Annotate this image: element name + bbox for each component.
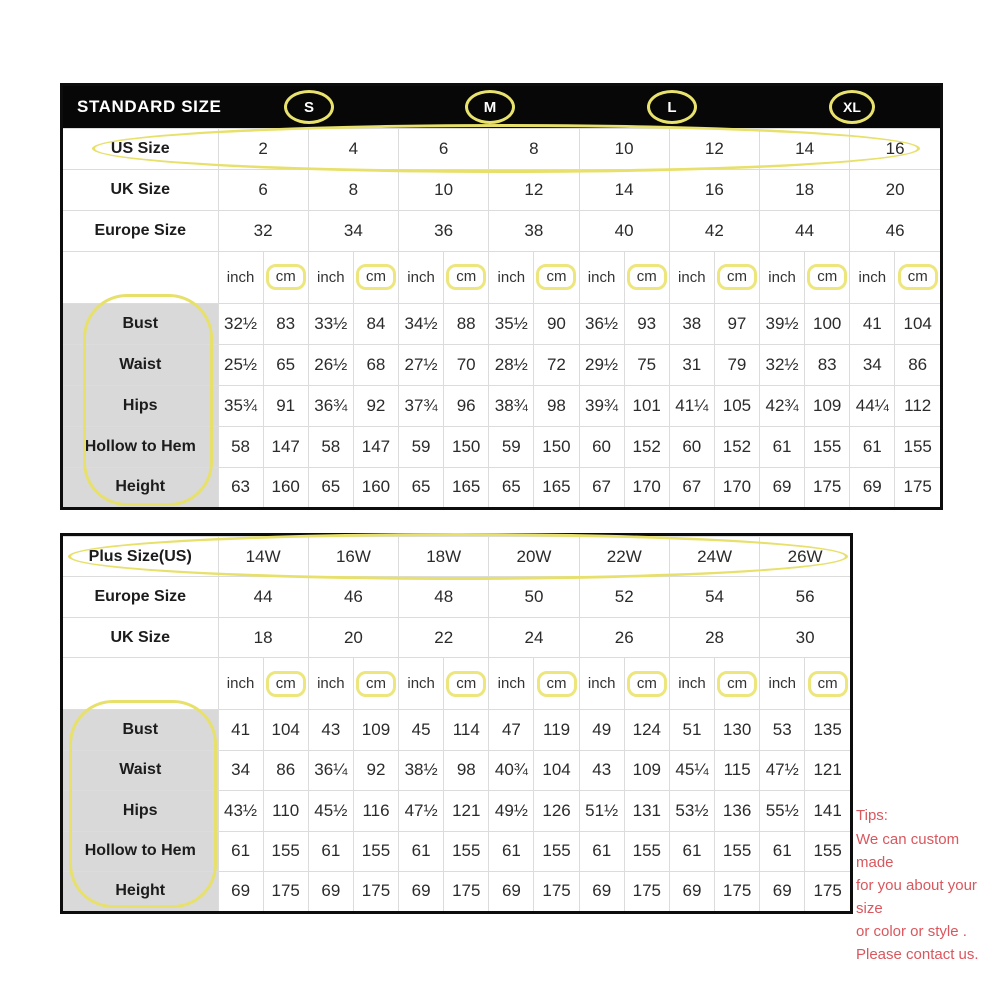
measure-cell: 65 [489,467,534,507]
size-cell: 20 [850,169,940,210]
measure-cell: 41¼ [669,385,714,426]
measure-cell: 155 [715,831,760,871]
measure-cell: 112 [895,385,940,426]
measure-cell: 41 [850,304,895,345]
measure-cell: 70 [444,344,489,385]
measure-cell: 37¾ [399,385,444,426]
row-label: Europe Size [63,577,218,617]
measure-cell: 53½ [669,791,714,831]
tips-line: for you about your size [856,877,977,917]
measure-cell: 61 [760,831,805,871]
measure-cell: 29½ [579,344,624,385]
measure-cell: 61 [669,831,714,871]
cm-highlight-box: cm [536,264,576,290]
measure-cell: 93 [624,304,669,345]
measure-cell: 175 [534,871,579,911]
row-label: Europe Size [63,210,218,251]
measure-cell: 34 [218,750,263,790]
measure-cell: 175 [624,871,669,911]
measure-cell: 175 [805,467,850,507]
measure-cell: 36¾ [308,385,353,426]
measure-cell: 61 [308,831,353,871]
size-cell: 12 [669,129,759,170]
standard-size-title: STANDARD SIZE [77,97,222,116]
measure-cell: 49½ [489,791,534,831]
cm-highlight-box: cm [537,671,577,697]
size-cell: 42 [669,210,759,251]
measure-cell: 147 [263,426,308,467]
measure-cell: 83 [263,304,308,345]
measure-cell: 152 [714,426,759,467]
cm-highlight-box: cm [266,264,306,290]
size-cell: 22W [579,537,669,577]
row-label: US Size [63,129,218,170]
measure-cell: 58 [218,426,263,467]
measure-cell: 114 [444,710,489,750]
measure-cell: 170 [714,467,759,507]
unit-cm-cell [805,251,850,304]
measure-cell: 69 [579,871,624,911]
measure-cell: 155 [624,831,669,871]
measure-cell: 150 [534,426,579,467]
cm-highlight-box: cm [808,671,848,697]
row-label: Waist [63,344,218,385]
measure-cell: 150 [444,426,489,467]
size-l-label: L [667,98,677,116]
size-cell: 10 [399,169,489,210]
size-xl-badge [829,90,875,124]
measure-cell: 55½ [760,791,805,831]
measure-cell: 34½ [399,304,444,345]
measure-cell: 38½ [399,750,444,790]
size-cell: 14 [760,129,850,170]
measure-cell: 39½ [760,304,805,345]
size-cell: 14W [218,537,308,577]
measure-cell: 98 [534,385,579,426]
measure-cell: 90 [534,304,579,345]
measure-cell: 155 [534,831,579,871]
cm-highlight-box: cm [356,671,396,697]
measure-cell: 69 [669,871,714,911]
measure-cell: 69 [308,871,353,911]
measure-cell: 47½ [760,750,805,790]
measure-cell: 60 [579,426,624,467]
cm-highlight-box: cm [356,264,396,290]
measure-cell: 152 [624,426,669,467]
cm-highlight-box: cm [446,264,486,290]
measure-cell: 60 [669,426,714,467]
unit-inch-cell: inch [579,251,624,304]
measure-cell: 31 [669,344,714,385]
measure-cell: 165 [444,467,489,507]
measure-cell: 165 [534,467,579,507]
measure-cell: 61 [760,426,805,467]
measure-cell: 69 [760,871,805,911]
measure-cell: 43 [308,710,353,750]
unit-inch-cell: inch [399,658,444,710]
measure-cell: 141 [805,791,850,831]
measure-cell: 175 [353,871,398,911]
size-l-badge [647,90,697,124]
unit-inch-cell: inch [218,658,263,710]
cm-highlight-box: cm [807,264,847,290]
unit-cm-cell [534,658,579,710]
size-cell: 4 [308,129,398,170]
measure-cell: 45½ [308,791,353,831]
measure-cell: 121 [444,791,489,831]
measure-cell: 47 [489,710,534,750]
size-cell: 16W [308,537,398,577]
size-cell: 10 [579,129,669,170]
measure-cell: 61 [218,831,263,871]
size-cell: 46 [850,210,940,251]
size-cell: 30 [760,617,850,657]
row-label: Hollow to Hem [63,831,218,871]
unit-inch-cell: inch [760,658,805,710]
unit-inch-cell: inch [669,658,714,710]
size-cell: 16 [850,129,940,170]
measure-cell: 160 [263,467,308,507]
measure-cell: 36¼ [308,750,353,790]
unit-cm-cell [805,658,850,710]
measure-cell: 98 [444,750,489,790]
row-label: Plus Size(US) [63,537,218,577]
measure-cell: 115 [715,750,760,790]
measure-cell: 97 [714,304,759,345]
measure-cell: 155 [263,831,308,871]
measure-cell: 38 [669,304,714,345]
size-cell: 20 [308,617,398,657]
standard-size-table [60,83,943,510]
measure-cell: 155 [805,831,850,871]
unit-inch-cell: inch [308,251,353,304]
size-cell: 16 [669,169,759,210]
measure-cell: 67 [579,467,624,507]
measure-cell: 109 [624,750,669,790]
unit-cm-cell [534,251,579,304]
size-m-badge [465,90,515,124]
measure-cell: 110 [263,791,308,831]
measure-cell: 41 [218,710,263,750]
measure-cell: 86 [895,344,940,385]
size-cell: 14 [579,169,669,210]
row-label: Height [63,467,218,507]
measure-cell: 83 [805,344,850,385]
size-cell: 26 [579,617,669,657]
measure-cell: 26½ [308,344,353,385]
tips-line: Please contact us. [856,946,979,963]
measure-cell: 175 [895,467,940,507]
unit-inch-cell: inch [489,658,534,710]
measure-cell: 100 [805,304,850,345]
size-cell: 36 [399,210,489,251]
plus-size-grid [63,536,850,911]
row-label [63,658,218,710]
measure-cell: 155 [805,426,850,467]
measure-cell: 124 [624,710,669,750]
row-label: UK Size [63,169,218,210]
size-cell: 54 [669,577,759,617]
size-cell: 52 [579,577,669,617]
size-m-label: M [483,98,497,116]
measure-cell: 69 [489,871,534,911]
unit-inch-cell: inch [760,251,805,304]
measure-cell: 88 [444,304,489,345]
measure-cell: 91 [263,385,308,426]
measure-cell: 59 [489,426,534,467]
size-cell: 22 [399,617,489,657]
unit-cm-cell [263,658,308,710]
row-label: Hips [63,385,218,426]
measure-cell: 33½ [308,304,353,345]
size-cell: 20W [489,537,579,577]
cm-highlight-box: cm [717,264,757,290]
size-cell: 44 [218,577,308,617]
measure-cell: 65 [263,344,308,385]
size-cell: 2 [218,129,308,170]
size-cell: 34 [308,210,398,251]
measure-cell: 155 [444,831,489,871]
measure-cell: 155 [353,831,398,871]
size-xl-label: XL [843,99,861,115]
measure-cell: 175 [263,871,308,911]
size-cell: 32 [218,210,308,251]
size-cell: 8 [489,129,579,170]
measure-cell: 69 [760,467,805,507]
measure-cell: 58 [308,426,353,467]
measure-cell: 43½ [218,791,263,831]
row-label: Bust [63,304,218,345]
unit-cm-cell [353,658,398,710]
measure-cell: 69 [850,467,895,507]
size-cell: 18 [218,617,308,657]
measure-cell: 160 [353,467,398,507]
measure-cell: 69 [399,871,444,911]
measure-cell: 92 [353,750,398,790]
measure-cell: 155 [895,426,940,467]
measure-cell: 101 [624,385,669,426]
measure-cell: 136 [715,791,760,831]
measure-cell: 59 [399,426,444,467]
tips-title: Tips: [856,807,888,824]
measure-cell: 119 [534,710,579,750]
measure-cell: 34 [850,344,895,385]
row-label: Bust [63,710,218,750]
measure-cell: 35½ [489,304,534,345]
unit-inch-cell: inch [218,251,263,304]
cm-highlight-box: cm [717,671,757,697]
measure-cell: 175 [444,871,489,911]
size-cell: 8 [308,169,398,210]
measure-cell: 104 [534,750,579,790]
cm-highlight-box: cm [266,671,306,697]
measure-cell: 63 [218,467,263,507]
measure-cell: 53 [760,710,805,750]
measure-cell: 69 [218,871,263,911]
size-cell: 46 [308,577,398,617]
measure-cell: 130 [715,710,760,750]
size-cell: 50 [489,577,579,617]
row-label [63,251,218,304]
row-label: Hips [63,791,218,831]
measure-cell: 86 [263,750,308,790]
unit-cm-cell [715,658,760,710]
measure-cell: 67 [669,467,714,507]
measure-cell: 121 [805,750,850,790]
unit-cm-cell [895,251,940,304]
tips-note [856,804,1000,966]
unit-inch-cell: inch [399,251,444,304]
measure-cell: 61 [489,831,534,871]
size-cell: 18 [760,169,850,210]
standard-size-grid [63,128,940,507]
size-s-label: S [303,98,314,116]
size-cell: 24W [669,537,759,577]
size-cell: 38 [489,210,579,251]
measure-cell: 40¾ [489,750,534,790]
cm-highlight-box: cm [446,671,486,697]
unit-inch-cell: inch [850,251,895,304]
measure-cell: 25½ [218,344,263,385]
size-cell: 44 [760,210,850,251]
size-s-badge [284,90,334,124]
cm-highlight-box: cm [898,264,938,290]
measure-cell: 51½ [579,791,624,831]
measure-cell: 42¾ [760,385,805,426]
measure-cell: 61 [850,426,895,467]
measure-cell: 38¾ [489,385,534,426]
unit-inch-cell: inch [579,658,624,710]
measure-cell: 92 [353,385,398,426]
measure-cell: 131 [624,791,669,831]
size-cell: 40 [579,210,669,251]
row-label: Waist [63,750,218,790]
size-cell: 6 [399,129,489,170]
measure-cell: 32½ [218,304,263,345]
measure-cell: 28½ [489,344,534,385]
measure-cell: 72 [534,344,579,385]
measure-cell: 47½ [399,791,444,831]
unit-cm-cell [624,658,669,710]
measure-cell: 61 [399,831,444,871]
measure-cell: 65 [308,467,353,507]
measure-cell: 135 [805,710,850,750]
measure-cell: 175 [805,871,850,911]
unit-cm-cell [263,251,308,304]
measure-cell: 79 [714,344,759,385]
measure-cell: 109 [805,385,850,426]
size-cell: 18W [399,537,489,577]
cm-highlight-box: cm [627,671,667,697]
size-cell: 6 [218,169,308,210]
measure-cell: 45¼ [669,750,714,790]
measure-cell: 39¾ [579,385,624,426]
measure-cell: 45 [399,710,444,750]
plus-size-table [60,533,853,914]
measure-cell: 126 [534,791,579,831]
measure-cell: 105 [714,385,759,426]
size-cell: 48 [399,577,489,617]
size-cell: 28 [669,617,759,657]
measure-cell: 49 [579,710,624,750]
unit-cm-cell [444,251,489,304]
unit-cm-cell [444,658,489,710]
measure-cell: 43 [579,750,624,790]
measure-cell: 65 [399,467,444,507]
measure-cell: 75 [624,344,669,385]
unit-inch-cell: inch [669,251,714,304]
unit-inch-cell: inch [308,658,353,710]
tips-line: We can custom made [856,831,960,871]
measure-cell: 32½ [760,344,805,385]
row-label: Hollow to Hem [63,426,218,467]
row-label: Height [63,871,218,911]
size-cell: 24 [489,617,579,657]
unit-cm-cell [624,251,669,304]
size-cell: 26W [760,537,850,577]
cm-highlight-box: cm [627,264,667,290]
standard-size-header [63,86,940,128]
measure-cell: 68 [353,344,398,385]
measure-cell: 84 [353,304,398,345]
measure-cell: 44¼ [850,385,895,426]
tips-lines [856,828,1000,966]
tips-line: or color or style . [856,923,967,940]
measure-cell: 170 [624,467,669,507]
measure-cell: 36½ [579,304,624,345]
measure-cell: 104 [895,304,940,345]
measure-cell: 96 [444,385,489,426]
size-cell: 56 [760,577,850,617]
measure-cell: 104 [263,710,308,750]
measure-cell: 27½ [399,344,444,385]
measure-cell: 61 [579,831,624,871]
row-label: UK Size [63,617,218,657]
unit-cm-cell [714,251,759,304]
measure-cell: 175 [715,871,760,911]
unit-cm-cell [353,251,398,304]
measure-cell: 147 [353,426,398,467]
measure-cell: 51 [669,710,714,750]
measure-cell: 109 [353,710,398,750]
measure-cell: 35¾ [218,385,263,426]
size-cell: 12 [489,169,579,210]
measure-cell: 116 [353,791,398,831]
unit-inch-cell: inch [489,251,534,304]
